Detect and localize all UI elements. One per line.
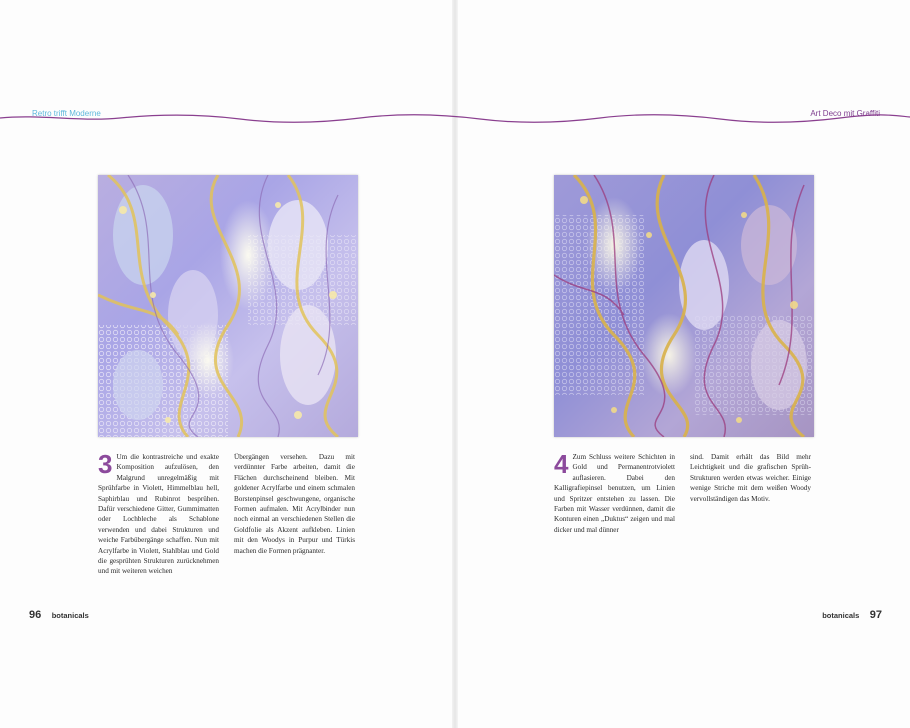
folio-right	[822, 605, 882, 623]
running-head-left: Retro trifft Moderne	[32, 109, 101, 118]
folio-left	[29, 605, 89, 623]
step-3-column-2	[234, 452, 355, 556]
step-4-text-1: Zum Schluss weitere Schichten in Gold und Permanentrotviolett auflasieren. Dabei den Kalligrafiepinsel benutzen, um Linien und Spritzer entstehen zu lassen. Die Farben mit Wasser verdünnen, damit die Konturen einen „Duktus“ zeigen und mal dicker und mal dünner	[554, 453, 675, 534]
step-4-column-1	[554, 449, 675, 535]
running-head-right: Art Deco mit Graffiti	[810, 109, 880, 118]
step-4-text-2: sind. Damit erhält das Bild mehr Leichtigkeit und die grafischen Sprüh-Strukturen werden etwas weicher. Einige wenige Striche mit dem weißen Woody vervollständigen das Motiv.	[690, 453, 811, 503]
page-number-left: 96	[29, 609, 42, 621]
step-4-column-2	[690, 452, 811, 504]
header-wave-line	[0, 112, 910, 126]
book-label-left: botanicals	[51, 611, 89, 620]
painting-step-4	[554, 175, 814, 437]
step-3-text-2: Übergängen versehen. Dazu mit verdünnter Farbe arbeiten, damit die Flächen durchscheinend bleiben. Mit goldener Acrylfarbe und einem schmalen Borstenpinsel geschwungene, organische Formen aufmalen. Mit Acrylbinder nun noch einmal an verschiedenen Stellen die Goldfolie als Akzent aufkleben. Linien mit den Woodys in Purpur und Türkis machen die Formen prägnanter.	[234, 453, 355, 555]
step-number-4: 4	[554, 449, 569, 479]
step-number-3: 3	[98, 449, 113, 479]
book-gutter	[452, 0, 458, 728]
step-3-text-1: Um die kontrastreiche und exakte Komposition aufzulösen, den Malgrund unregelmäßig mit Sprühfarbe in Violett, Himmelblau hell, Saphirblau und Rubinrot besprühen. Dafür verschiedene Gitter, Gummimatten oder Lochbleche als Schablone verwenden und dabei Strukturen und weiche Farbübergänge schaffen. Nun mit Acrylfarbe in Violett, Stahlblau und Gold die gesprühten Strukturen zurücknehmen und mit weiteren weichen	[98, 453, 219, 576]
painting-step-3	[98, 175, 358, 437]
book-label-right: botanicals	[822, 611, 860, 620]
page-number-right: 97	[869, 609, 882, 621]
step-3-column-1	[98, 449, 219, 577]
